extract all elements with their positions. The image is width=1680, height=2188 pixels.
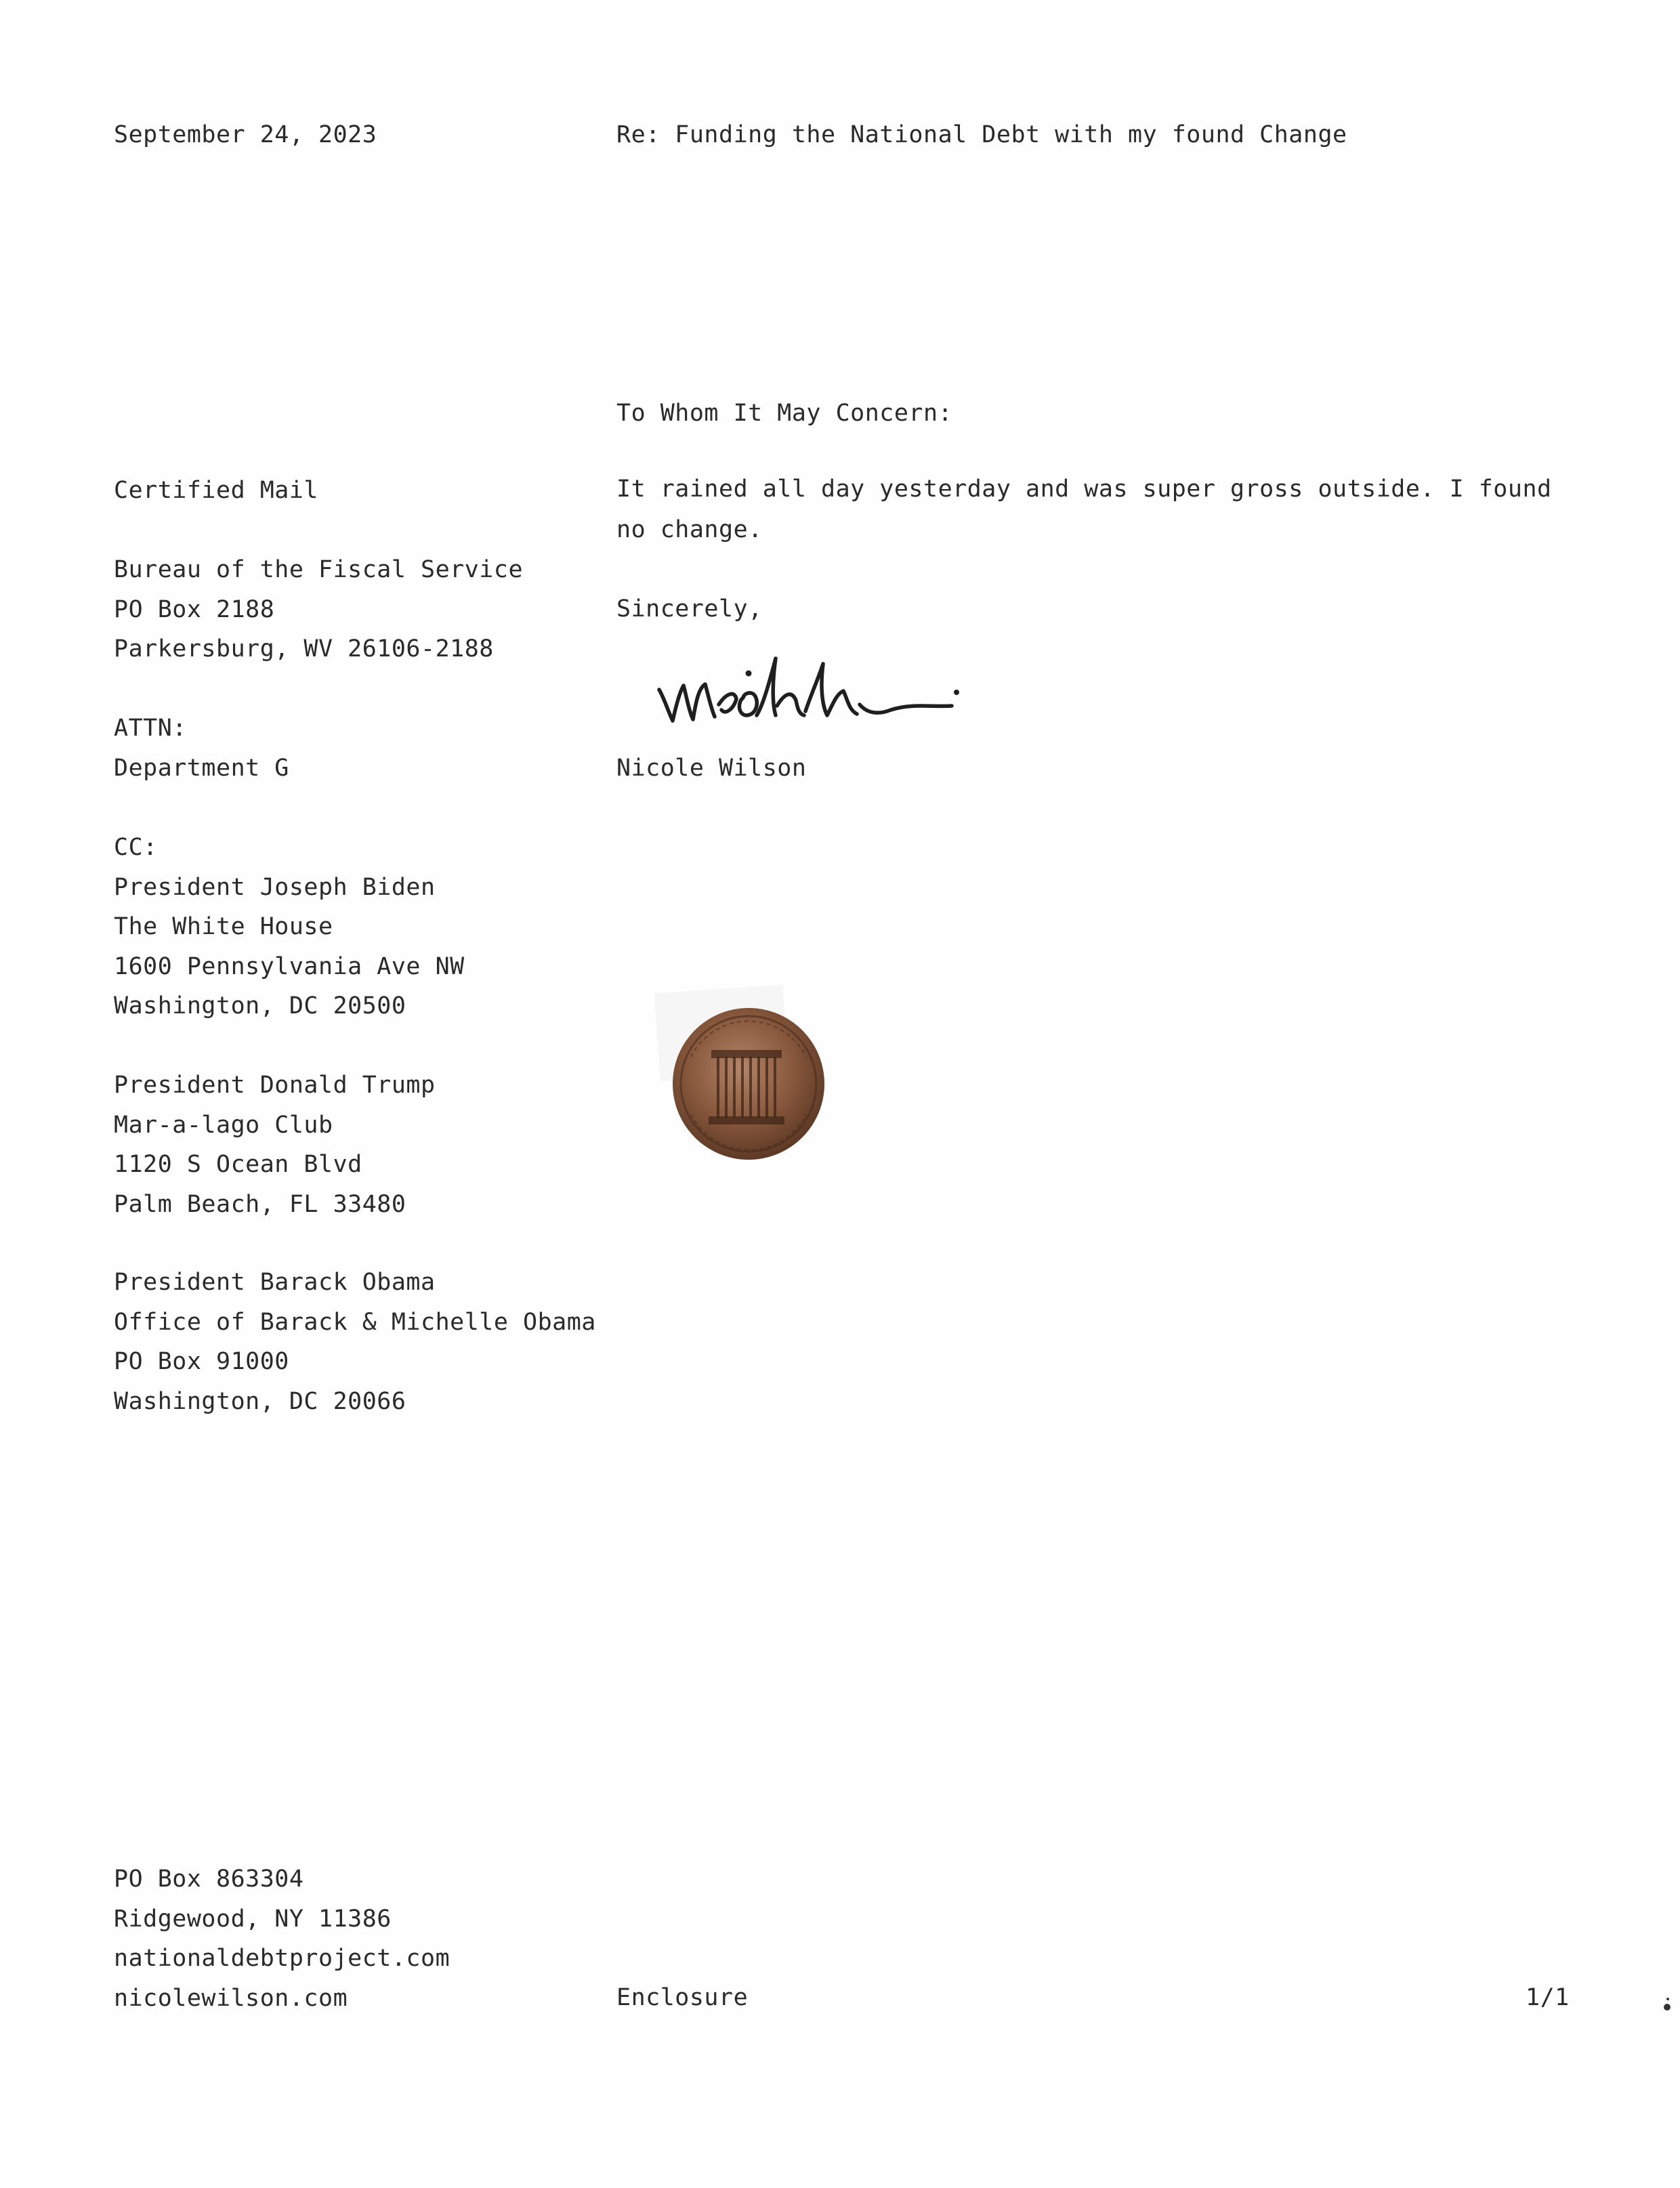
penny-coin-icon <box>650 982 833 1165</box>
salutation: To Whom It May Concern: <box>616 400 953 427</box>
letter-body: It rained all day yesterday and was super gross outside. I found no change. <box>616 476 1552 543</box>
cc-line: President Barack Obama <box>114 1269 436 1296</box>
footer-address <box>114 1859 450 2018</box>
page-number: 1/1 <box>1526 1984 1570 2011</box>
recipient-line: Parkersburg, WV 26106-2188 <box>114 635 494 662</box>
letter-date: September 24, 2023 <box>114 121 377 148</box>
attn-block <box>114 709 289 788</box>
attn-label: ATTN: <box>114 715 187 742</box>
cc-block-2 <box>114 1066 436 1224</box>
cc-line: Office of Barack & Michelle Obama <box>114 1308 596 1336</box>
footer-line: Ridgewood, NY 11386 <box>114 1905 392 1933</box>
signature-name: Nicole Wilson <box>616 755 807 782</box>
cc-line: 1120 S Ocean Blvd <box>114 1151 362 1178</box>
cc-line: President Donald Trump <box>114 1072 436 1099</box>
signature-icon <box>654 650 965 732</box>
recipient-address <box>114 550 523 669</box>
cc-label: CC: <box>114 834 158 861</box>
attn-value: Department G <box>114 754 289 782</box>
footer-line: nationaldebtproject.com <box>114 1945 450 1972</box>
cc-line: Mar-a-lago Club <box>114 1111 333 1139</box>
cc-block-3 <box>114 1263 596 1421</box>
cc-line: 1600 Pennsylvania Ave NW <box>114 952 465 980</box>
cc-line: Palm Beach, FL 33480 <box>114 1190 406 1218</box>
cc-line: Washington, DC 20500 <box>114 992 406 1019</box>
footer-line: PO Box 863304 <box>114 1866 304 1893</box>
cc-line: PO Box 91000 <box>114 1348 289 1375</box>
cc-block-1 <box>114 828 465 1026</box>
letter-subject: Re: Funding the National Debt with my found Change <box>616 121 1347 148</box>
recipient-line: PO Box 2188 <box>114 595 275 623</box>
cc-line: Washington, DC 20066 <box>114 1387 406 1415</box>
mailing-method: Certified Mail <box>114 477 319 504</box>
ink-speck-icon <box>1660 1995 1675 2015</box>
closing: Sincerely, <box>616 595 763 623</box>
enclosure-label: Enclosure <box>616 1984 749 2011</box>
footer-line: nicolewilson.com <box>114 1984 348 2012</box>
recipient-line: Bureau of the Fiscal Service <box>114 556 524 583</box>
cc-line: The White House <box>114 913 333 940</box>
cc-line: President Joseph Biden <box>114 873 436 901</box>
